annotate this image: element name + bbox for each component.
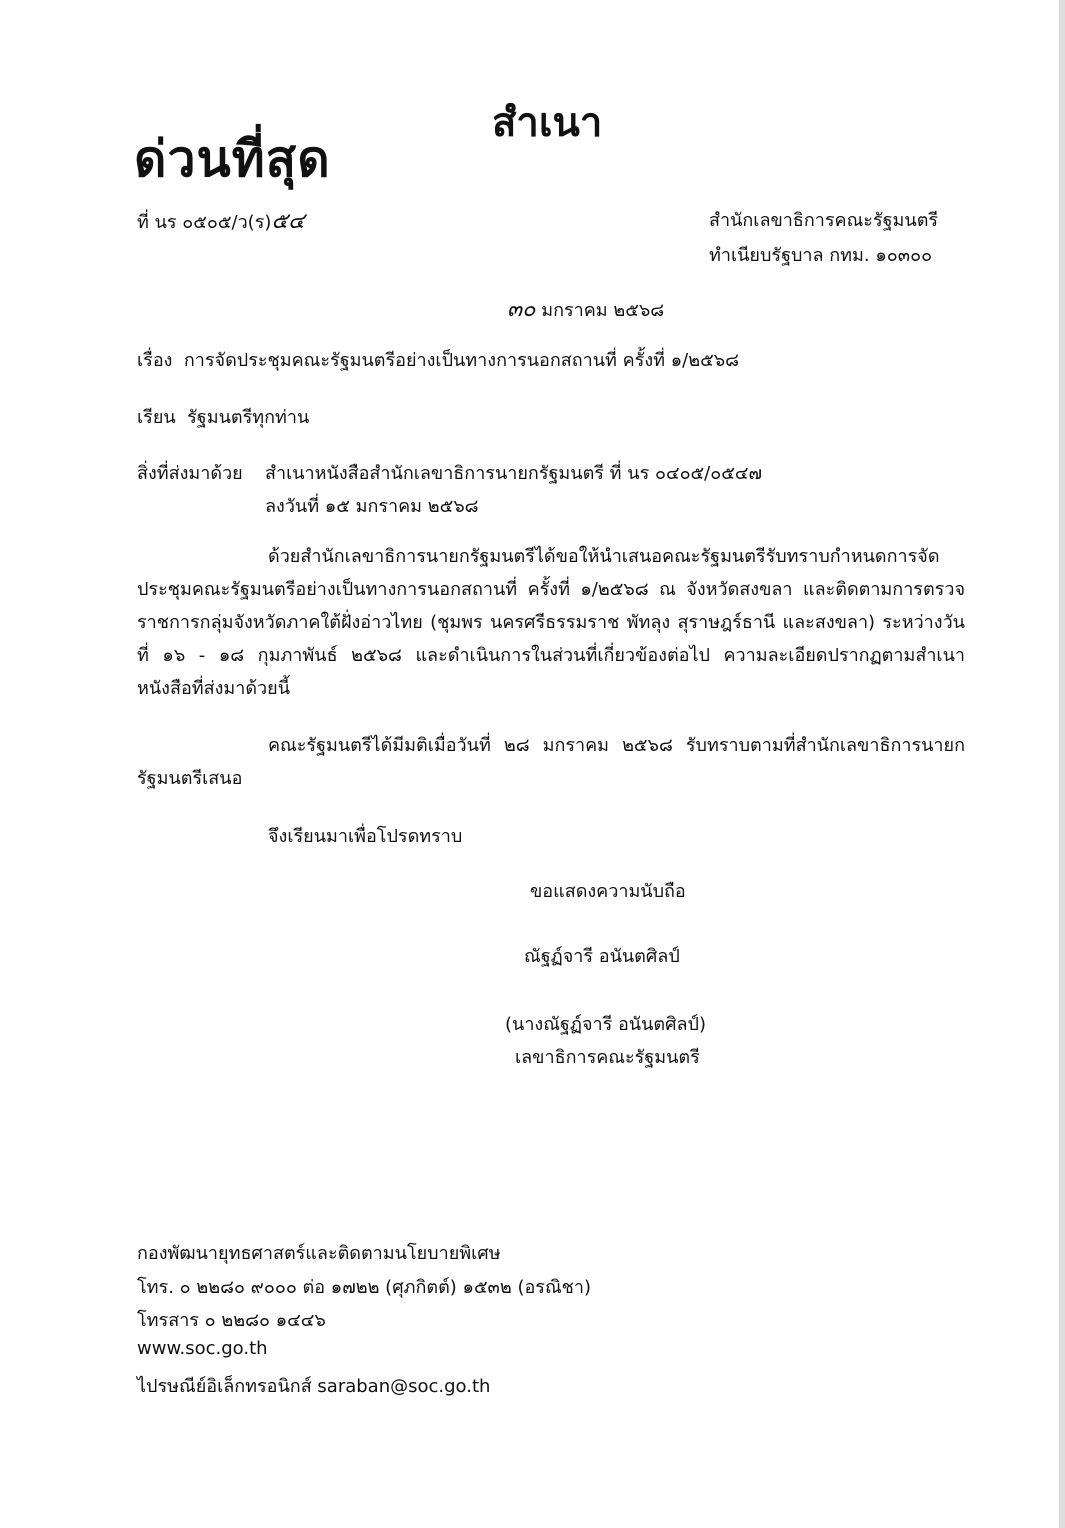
- sender-address: ทำเนียบรัฐบาล กทม. ๑๐๓๐๐: [709, 245, 933, 266]
- footer-email: ไปรษณีย์อิเล็กทรอนิกส์ saraban@soc.go.th: [137, 1376, 491, 1397]
- document-date: [507, 291, 664, 326]
- signatory-position: เลขาธิการคณะรัฐมนตรี: [515, 1047, 700, 1068]
- date-day-handwritten: ๓๐: [507, 297, 536, 322]
- closing-line: จึงเรียนมาเพื่อโปรดทราบ: [268, 826, 463, 847]
- reference-handwritten-number: ๕๔: [271, 209, 305, 234]
- reference-number: [137, 203, 305, 238]
- footer-website: www.soc.go.th: [137, 1338, 268, 1359]
- reference-prefix: ที่ นร ๐๕๐๕/ว(ร): [137, 212, 272, 233]
- copy-stamp: สำเนา: [492, 100, 603, 146]
- addressee-line: [137, 402, 309, 431]
- subject-line: [137, 345, 739, 374]
- enclosure-line-2: ลงวันที่ ๑๕ มกราคม ๒๕๖๘: [265, 496, 479, 517]
- enclosure-label: สิ่งที่ส่งมาด้วย: [137, 463, 243, 484]
- addressee-label: เรียน: [137, 407, 176, 428]
- date-month-year: มกราคม ๒๕๖๘: [541, 300, 665, 321]
- addressee-text: รัฐมนตรีทุกท่าน: [187, 407, 310, 428]
- footer-division: กองพัฒนายุทธศาสตร์และติดตามนโยบายพิเศษ: [137, 1243, 501, 1264]
- footer-phone: โทร. ๐ ๒๒๘๐ ๙๐๐๐ ต่อ ๑๗๒๒ (ศุภกิตต์) ๑๕๓๒ (อรณิชา): [137, 1277, 591, 1298]
- signature-regards: ขอแสดงความนับถือ: [530, 881, 686, 902]
- urgency-stamp: ด่วนที่สุด: [134, 129, 331, 188]
- subject-label: เรื่อง: [137, 350, 173, 371]
- subject-text: การจัดประชุมคณะรัฐมนตรีอย่างเป็นทางการนอกสถานที่ ครั้งที่ ๑/๒๕๖๘: [183, 350, 740, 371]
- body-paragraph-2: คณะรัฐมนตรีได้มีมติเมื่อวันที่ ๒๘ มกราคม ๒๕๖๘ รับทราบตามที่สำนักเลขาธิการนายกรัฐมนตรีเสนอ: [137, 735, 965, 789]
- signature-signed-name: ณัฐฏ์จารี อนันตศิลป์: [524, 946, 680, 967]
- signatory-full-name: (นางณัฐฏ์จารี อนันตศิลป์): [505, 1014, 706, 1035]
- body-paragraph-1: ด้วยสำนักเลขาธิการนายกรัฐมนตรีได้ขอให้นำเสนอคณะรัฐมนตรีรับทราบกำหนดการจัดประชุมคณะรัฐมนตรีอย่างเป็นทางการนอกสถานที่ ครั้งที่ ๑/๒๕๖๘ ณ จังหวัดสงขลา และติดตามการตรวจราชการกลุ่มจังหวัดภาคใต้ฝั่งอ่าวไทย (ชุมพร นครศรีธรรมราช พัทลุง สุราษฎร์ธานี และสงขลา) ระหว่างวันที่ ๑๖ - ๑๘ กุมภาพันธ์ ๒๕๖๘ และดำเนินการในส่วนที่เกี่ยวข้องต่อไป ความละเอียดปรากฏตามสำเนาหนังสือที่ส่งมาด้วยนี้: [137, 546, 965, 699]
- sender-office: สำนักเลขาธิการคณะรัฐมนตรี: [709, 210, 939, 231]
- page-edge-shadow: [1059, 0, 1065, 1528]
- enclosure-line-1: สำเนาหนังสือสำนักเลขาธิการนายกรัฐมนตรี ที่ นร ๐๔๐๕/๐๕๔๗: [265, 463, 763, 484]
- footer-fax: โทรสาร ๐ ๒๒๘๐ ๑๔๔๖: [137, 1310, 326, 1331]
